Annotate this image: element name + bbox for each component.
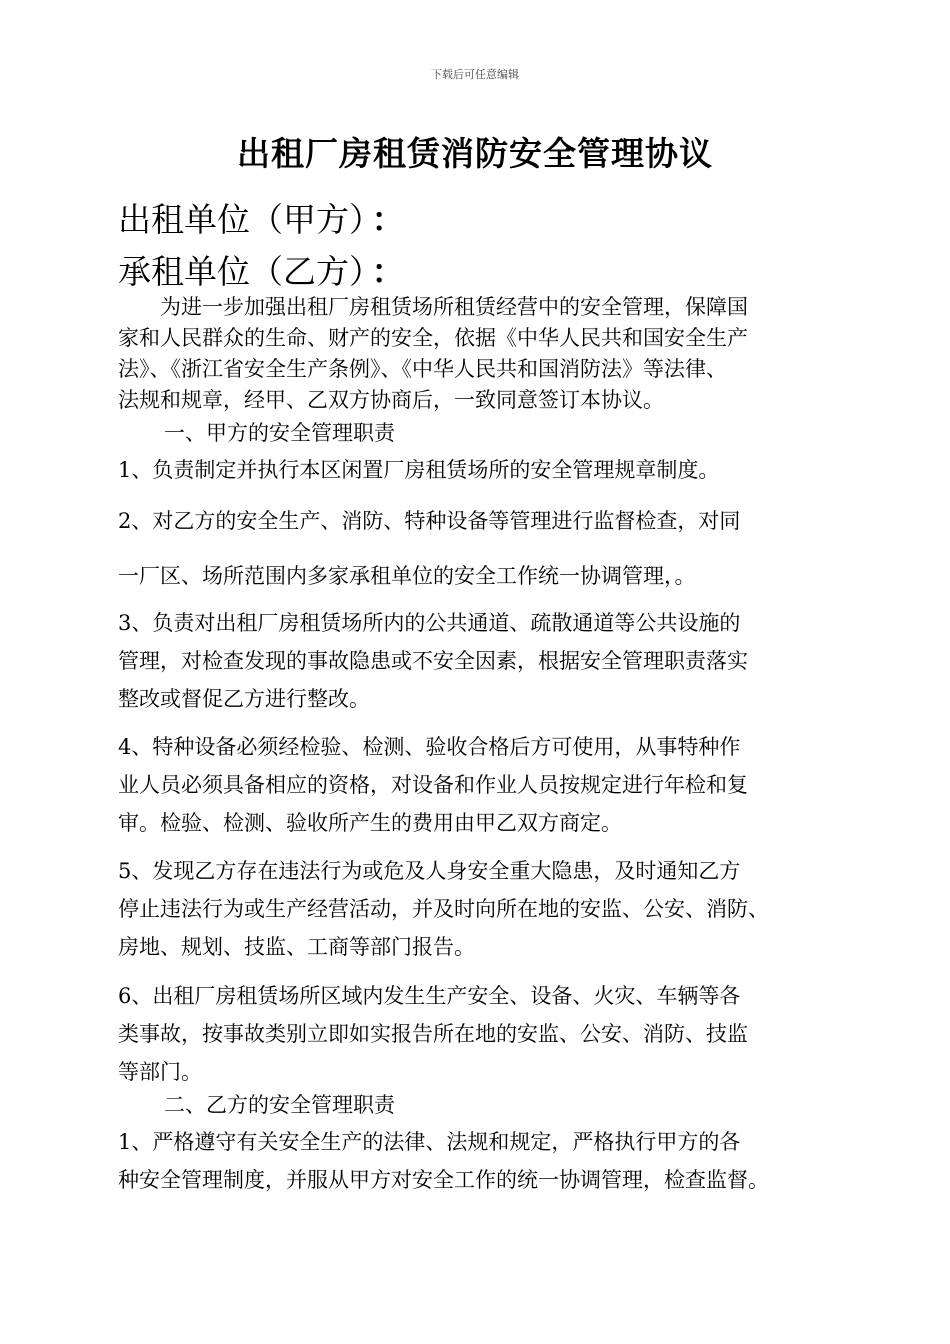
lessor-line	[118, 198, 405, 242]
section1-item4	[118, 728, 853, 842]
lessee-label: 承租单位（乙方）	[118, 252, 366, 291]
clause-line: 管理，对检查发现的事故隐患或不安全因素，根据安全管理职责落实	[118, 649, 748, 673]
lessee-line	[118, 250, 405, 294]
section1-item3	[118, 604, 853, 718]
intro-line: 法》、《浙江省安全生产条例》、《中华人民共和国消防法》等法律、	[118, 357, 727, 381]
section1-item2	[118, 494, 853, 604]
clause-line: 4、特种设备必须经检验、检测、验收合格后方可使用，从事特种作	[118, 735, 741, 759]
section1-item5	[118, 852, 853, 966]
intro-paragraph	[118, 292, 853, 416]
intro-line: 为进一步加强出租厂房租赁场所租赁经营中的安全管理，保障国	[160, 295, 748, 319]
clause-line: 5、发现乙方存在违法行为或危及人身安全重大隐患，及时通知乙方	[118, 859, 741, 883]
section2-item1	[118, 1123, 853, 1199]
clause-line: 一厂区、场所范围内多家承租单位的安全工作统一协调管理，。	[118, 564, 696, 588]
intro-line: 家和人民群众的生命、财产的安全，依据《中华人民共和国安全生产	[118, 326, 748, 350]
clause-line: 6、出租厂房租赁场所区域内发生生产安全、设备、火灾、车辆等各	[118, 984, 741, 1008]
document-title: 出租厂房租赁消防安全管理协议	[237, 134, 713, 173]
clause-line: 等部门。	[118, 1060, 202, 1084]
clause-line: 1、负责制定并执行本区闲置厂房租赁场所的安全管理规章制度。	[118, 458, 720, 482]
clause-line: 1、严格遵守有关安全生产的法律、法规和规定，严格执行甲方的各	[118, 1130, 741, 1154]
section-heading: 二、乙方的安全管理职责	[164, 1093, 395, 1117]
clause-line: 类事故，按事故类别立即如实报告所在地的安监、公安、消防、技监	[118, 1022, 748, 1046]
section1-item6	[118, 977, 853, 1091]
clause-line: 整改或督促乙方进行整改。	[118, 687, 370, 711]
section-heading: 一、甲方的安全管理职责	[164, 421, 395, 445]
intro-line: 法规和规章，经甲、乙双方协商后，一致同意签订本协议。	[118, 388, 664, 412]
lessor-label: 出租单位（甲方）	[118, 200, 366, 239]
lessee-colon: ：	[371, 252, 405, 291]
clause-line: 种安全管理制度，并服从甲方对安全工作的统一协调管理，检查监督。	[118, 1168, 769, 1192]
clause-line: 审。检验、检测、验收所产生的费用由甲乙双方商定。	[118, 811, 622, 835]
clause-line: 2、对乙方的安全生产、消防、特种设备等管理进行监督检查，对同	[118, 509, 741, 533]
clause-line: 停止违法行为或生产经营活动，并及时向所在地的安监、公安、消防、	[118, 897, 769, 921]
lessor-colon: ：	[371, 200, 405, 239]
clause-line: 业人员必须具备相应的资格，对设备和作业人员按规定进行年检和复	[118, 773, 748, 797]
header-note: 下载后可任意编辑	[431, 68, 519, 81]
section1-heading	[118, 418, 853, 449]
clause-line: 房地、规划、技监、工商等部门报告。	[118, 935, 475, 959]
clause-line: 3、负责对出租厂房租赁场所内的公共通道、疏散通道等公共设施的	[118, 611, 741, 635]
section2-heading	[118, 1090, 853, 1121]
section1-item1	[118, 455, 853, 486]
